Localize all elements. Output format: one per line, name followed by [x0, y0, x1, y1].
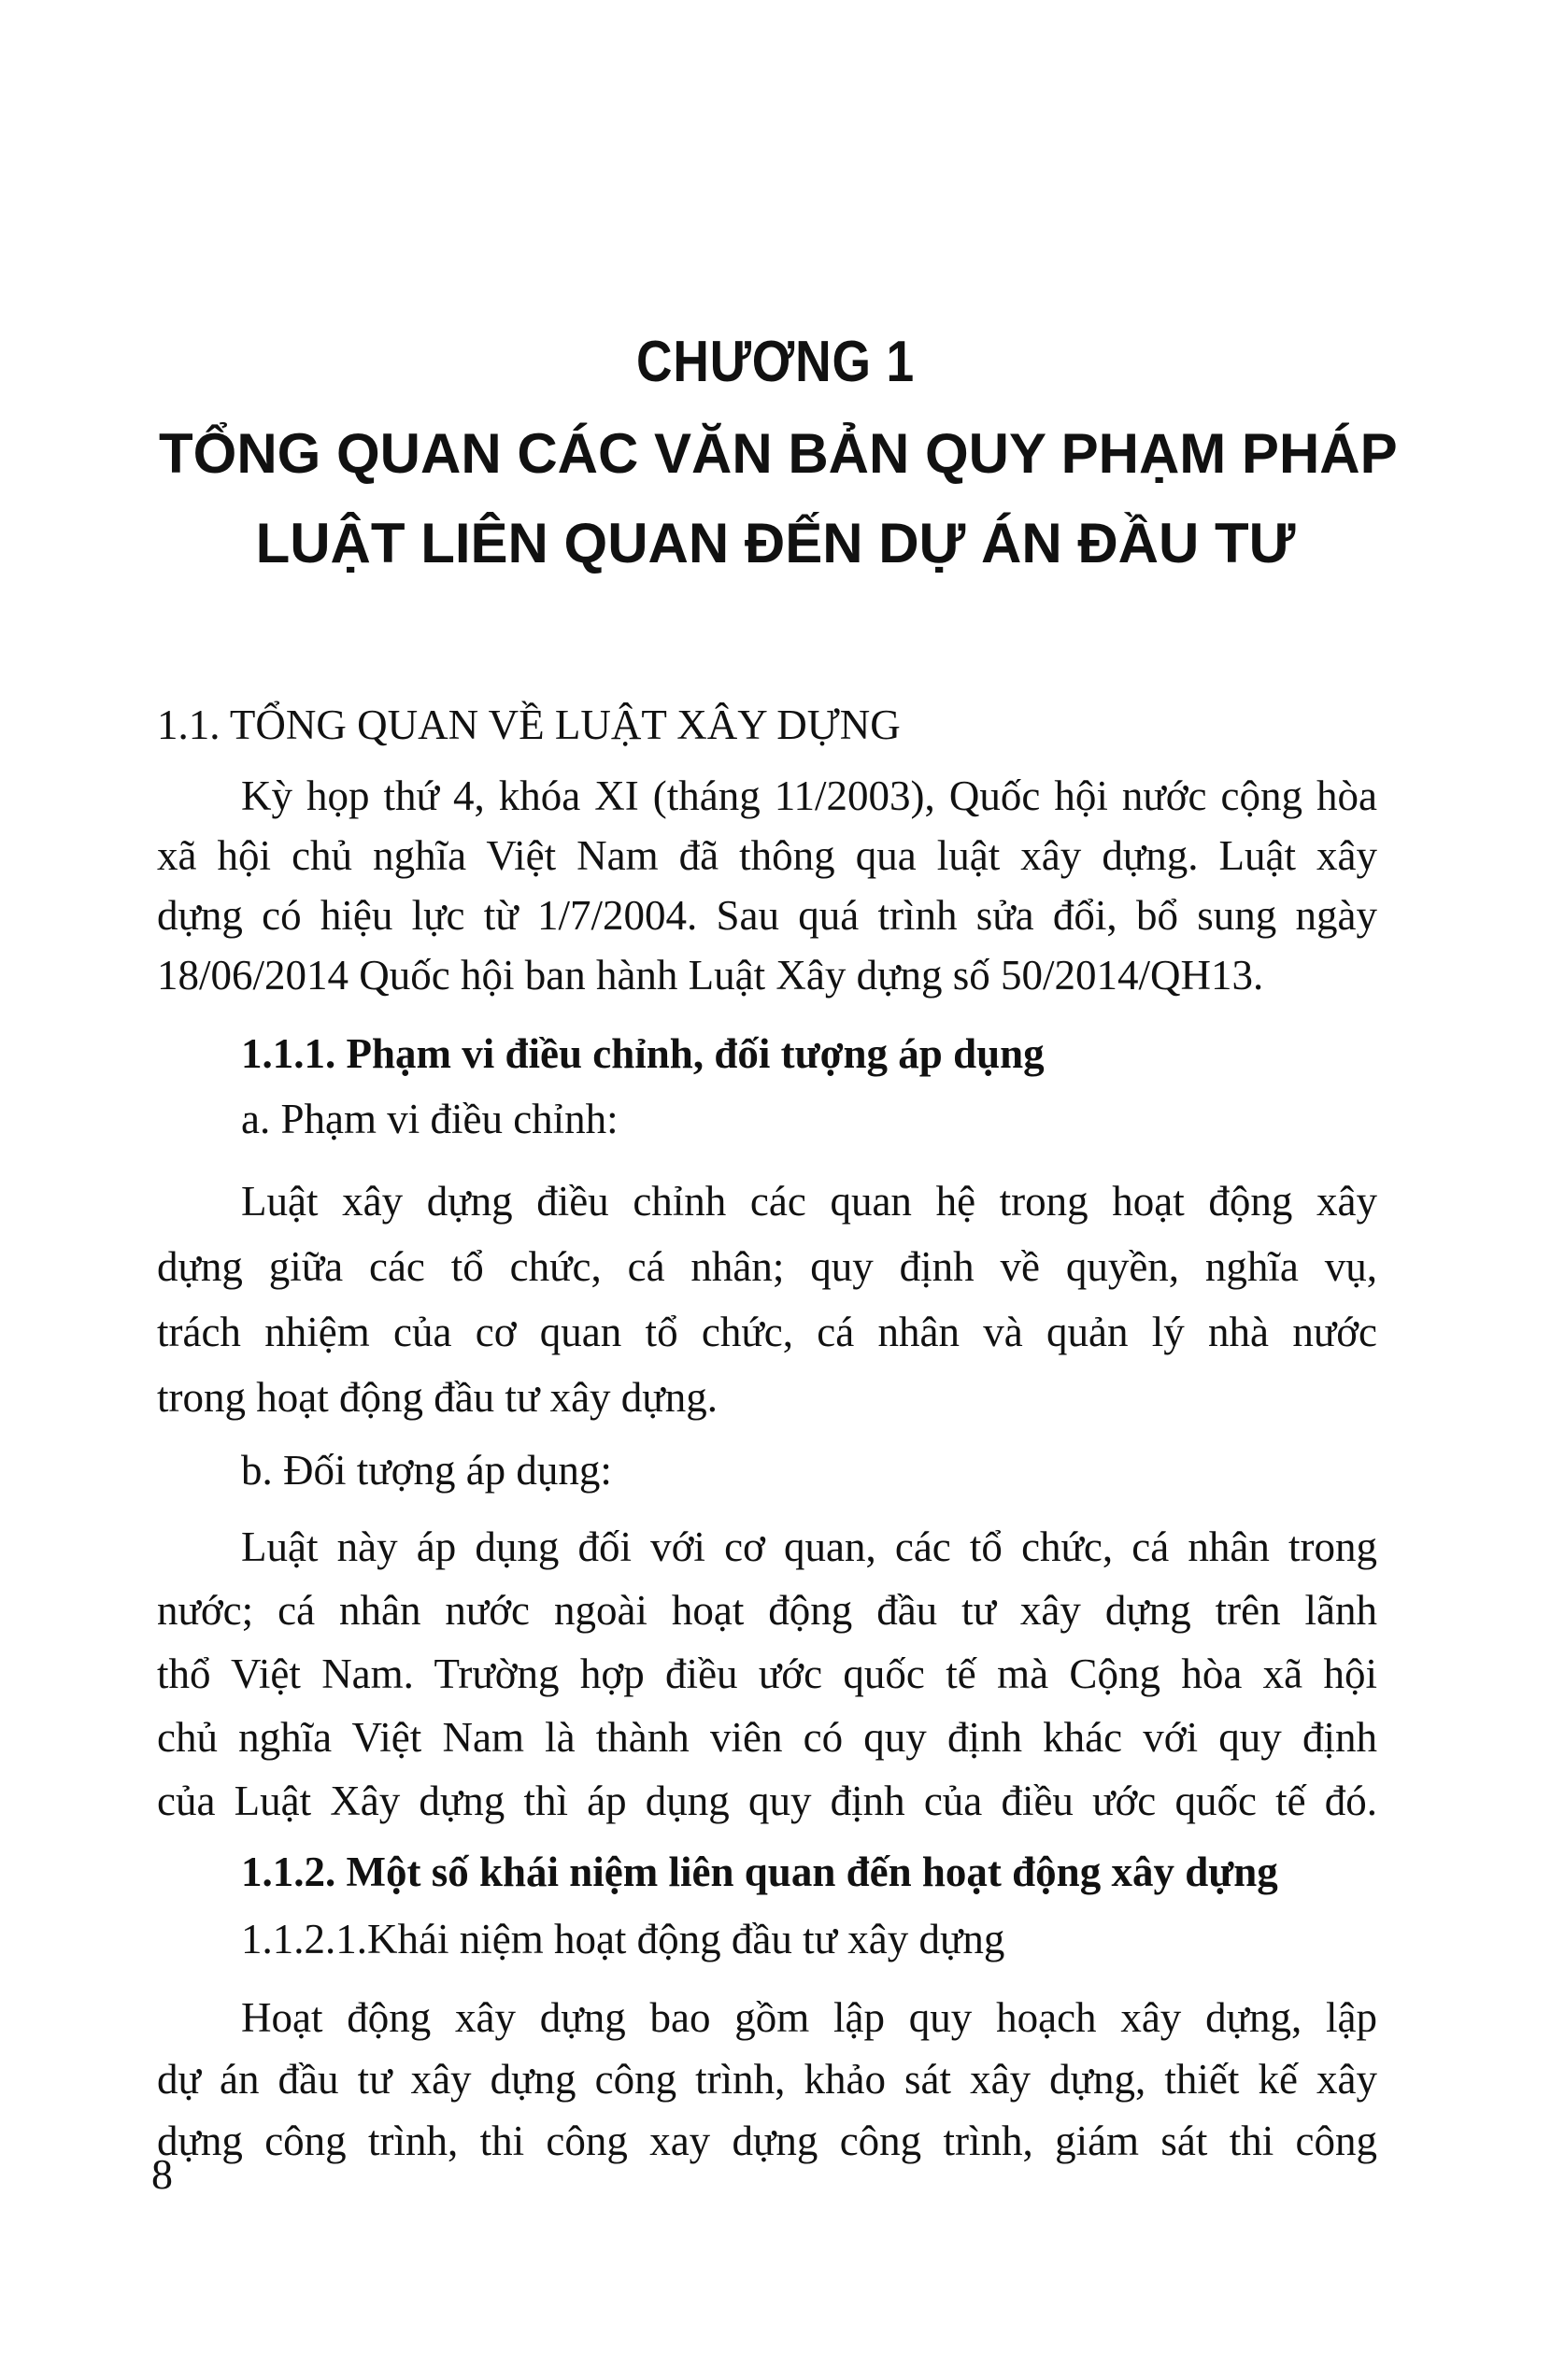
- sub-subsection-heading: 1.1.2.1.Khái niệm hoạt động đầu tư xây dựng: [241, 1916, 1005, 1962]
- paragraph-line: của Luật Xây dựng thì áp dụng quy định của điều ước quốc tế đó.: [157, 1778, 1377, 1824]
- subsection-heading: 1.1.1. Phạm vi điều chỉnh, đối tượng áp dụng: [241, 1030, 1045, 1077]
- chapter-title: [159, 409, 1398, 588]
- paragraph-line: Kỳ họp thứ 4, khóa XI (tháng 11/2003), Quốc hội nước cộng hòa: [241, 772, 1377, 819]
- paragraph-line: dựng giữa các tổ chức, cá nhân; quy định về quyền, nghĩa vụ,: [157, 1243, 1377, 1290]
- paragraph-line: nước; cá nhân nước ngoài hoạt động đầu tư xây dựng trên lãnh: [157, 1587, 1377, 1634]
- item-label: b. Đối tượng áp dụng:: [241, 1447, 612, 1494]
- paragraph-line: dự án đầu tư xây dựng công trình, khảo sát xây dựng, thiết kế xây: [157, 2056, 1377, 2103]
- paragraph-line: trách nhiệm của cơ quan tổ chức, cá nhân và quản lý nhà nước: [157, 1309, 1377, 1355]
- paragraph-line: Luật này áp dụng đối với cơ quan, các tổ chức, cá nhân trong: [241, 1523, 1377, 1570]
- chapter-title-line: LUẬT LIÊN QUAN ĐẾN DỰ ÁN ĐẦU TƯ: [255, 512, 1296, 574]
- paragraph-line: 18/06/2014 Quốc hội ban hành Luật Xây dựng số 50/2014/QH13.: [157, 952, 1264, 999]
- page-number: 8: [151, 2150, 173, 2198]
- item-label: a. Phạm vi điều chỉnh:: [241, 1096, 619, 1142]
- paragraph-line: trong hoạt động đầu tư xây dựng.: [157, 1374, 718, 1421]
- chapter-title-line: TỔNG QUAN CÁC VĂN BẢN QUY PHẠM PHÁP: [159, 422, 1398, 485]
- paragraph-line: chủ nghĩa Việt Nam là thành viên có quy định khác với quy định: [157, 1714, 1377, 1761]
- paragraph-line: Luật xây dựng điều chỉnh các quan hệ trong hoạt động xây: [241, 1178, 1377, 1225]
- paragraph-line: dựng công trình, thi công xay dựng công trình, giám sát thi công: [157, 2118, 1377, 2164]
- paragraph-line: Hoạt động xây dựng bao gồm lập quy hoạch xây dựng, lập: [241, 1994, 1377, 2041]
- chapter-label: CHƯƠNG 1: [635, 330, 916, 394]
- paragraph-line: dựng có hiệu lực từ 1/7/2004. Sau quá trình sửa đổi, bổ sung ngày: [157, 892, 1377, 939]
- paragraph-line: thổ Việt Nam. Trường hợp điều ước quốc tế mà Cộng hòa xã hội: [157, 1650, 1377, 1697]
- section-heading: 1.1. TỔNG QUAN VỀ LUẬT XÂY DỰNG: [157, 701, 901, 748]
- subsection-heading: 1.1.2. Một số khái niệm liên quan đến hoạt động xây dựng: [241, 1849, 1278, 1895]
- paragraph-line: xã hội chủ nghĩa Việt Nam đã thông qua luật xây dựng. Luật xây: [157, 832, 1377, 879]
